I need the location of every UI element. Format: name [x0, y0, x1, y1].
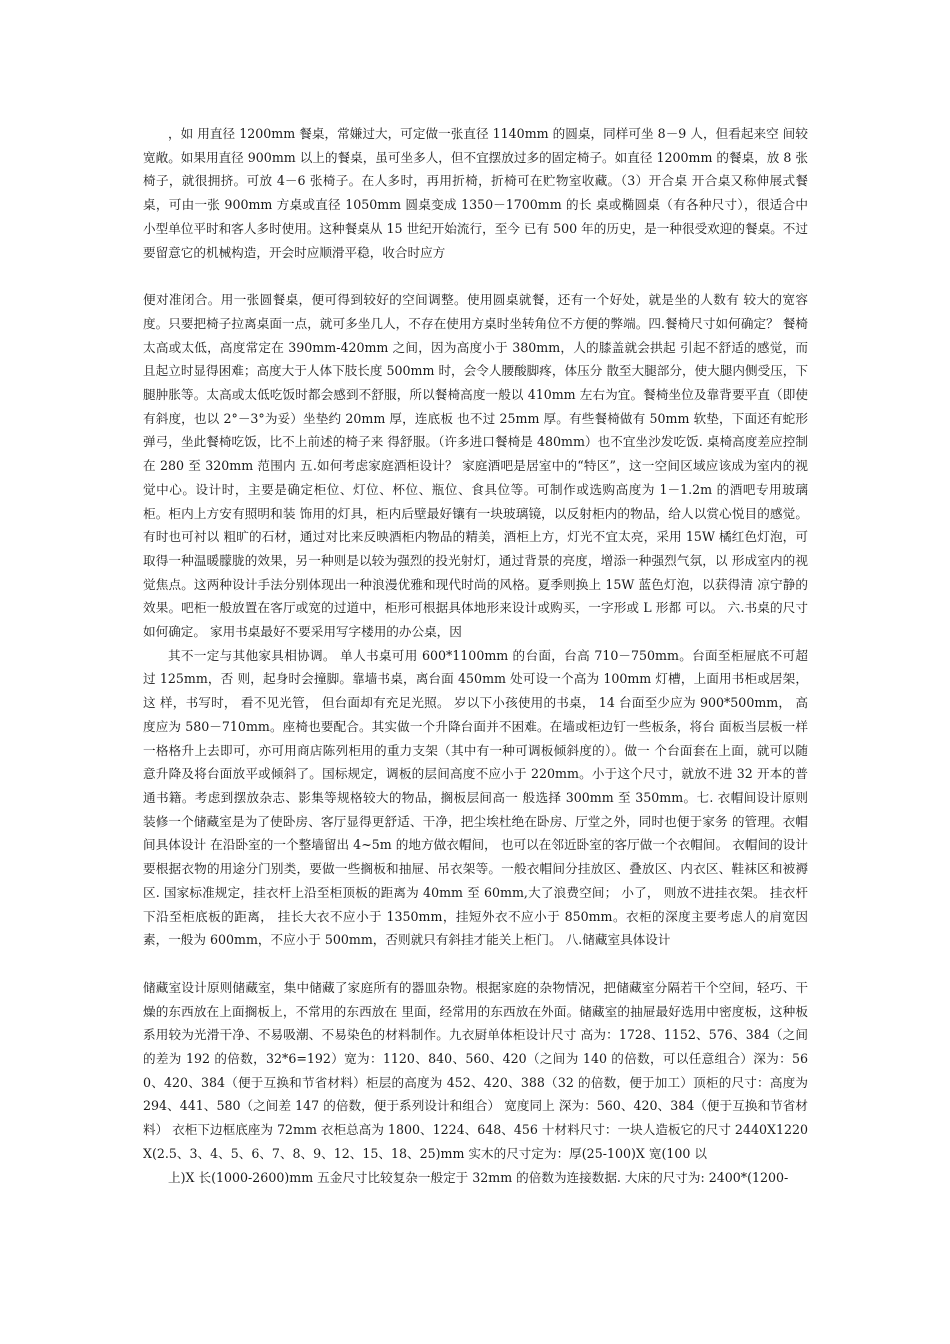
paragraph-dining-chair-and-wine-cabinet: 便对准闭合。用一张圆餐桌，便可得到较好的空间调整。使用圆桌就餐，还有一个好处，就是坐的人数有 较大的宽容度。只要把椅子拉离桌面一点，就可多坐几人，不存在使用方桌时坐转角位不方便的弊端。四.餐椅尺寸如何确定？ 餐椅太高或太低，高度常定在 390mm-420mm 之间，因为高度小于 380mm，人的膝盖就会拱起 引起不舒适的感觉，而且起立时显得困难；高度大于人体下肢长度 500mm 时，会令人腰酸脚疼，体压分 散至大腿部分，使大腿内侧受压，下腿肿胀等。太高或太低吃饭时都会感到不舒服，所以餐椅高度一般以 410mm 左右为宜。餐椅坐位及靠背要平直（即使有斜度，也以 2°－3°为妥）坐垫约 20mm 厚，连底板 也不过 25mm 厚。有些餐椅做有 50mm 软垫，下面还有蛇形弹弓，坐此餐椅吃饭，比不上前述的椅子来 得舒服。（许多进口餐椅是 480mm）也不宜坐沙发吃饭. 桌椅高度差应控制在 280 至 320mm 范围内 五.如何考虑家庭酒柜设计？ 家庭酒吧是居室中的“特区”，这一空间区域应该成为室内的视觉中心。设计时，主要是确定柜位、灯位、杯位、瓶位、食具位等。可制作或选购高度为 1－1.2m 的酒吧专用玻璃柜。柜内上方安有照明和装 饰用的灯具，柜内后壁最好镶有一块玻璃镜，以反射柜内的物品，给人以赏心悦目的感觉。有时也可衬以 粗旷的石材，通过对比来反映酒柜内物品的精美，酒柜上方，灯光不宜太亮，采用 15W 橘红色灯泡，可 取得一种温暖朦胧的效果，另一种则是以较为强烈的投光射灯，通过背景的亮度，增添一种强烈气氛，以 形成室内的视觉焦点。这两种设计手法分别体现出一种浪漫优雅和现代时尚的风格。夏季则换上 15W 蓝色灯泡，以获得清 凉宁静的效果。吧柜一般放置在客厅或宽的过道中，柜形可根据具体地形来设计或购买，一字形或 L 形都 可以。 六.书桌的尺寸如何确定。 家用书桌最好不要采用写字楼用的办公桌，因 [143, 292, 808, 640]
paragraph-hardware-and-bed: 上)X 长(1000-2600)mm 五金尺寸比较复杂一般定于 32mm 的倍数为连接数据. 大床的尺寸为: 2400*(1200- [168, 1169, 789, 1185]
paragraph-spacer [143, 952, 808, 976]
paragraph-storage-room: 储藏室设计原则储藏室，集中储藏了家庭所有的器皿杂物。根据家庭的杂物情况，把储藏室分隔若干个空间，轻巧、干燥的东西放在上面搁板上，不常用的东西放在 里面，经常用的东西放在外面。储藏室的抽屉最好选用中密度板，这种板系用较为光滑干净、不易吸潮、不易染色的材料制作。九衣厨单体柜设计尺寸 高为：1728、1152、576、384（之间的差为 192 的倍数，32*6=192）宽为：1120、840、560、420（之间为 140 的倍数，可以任意组合）深为：560、420、384（便于互换和节省材料）柜层的高度为 452、420、388（32 的倍数，便于加工）顶柜的尺寸：高度为 294、441、580（之间差 147 的倍数，便于系列设计和组合） 宽度同上 深为：560、420、384（便于互换和节省材料） 衣柜下边框底座为 72mm 衣柜总高为 1800、1224、648、456 十材料尺寸：一块人造板它的尺寸 2440X1220X(2.5、3、4、5、6、7、8、9、12、15、18、25)mm 实木的尺寸定为：厚(25-100)X 宽(100 以 [143, 979, 808, 1161]
paragraph-spacer [143, 264, 808, 288]
document-page [143, 122, 808, 1189]
paragraph-dining-table-sizes: ，如 用直径 1200mm 餐桌，常嫌过大，可定做一张直径 1140mm 的圆桌，同样可坐 8－9 人，但看起来空 间较宽敞。如果用直径 900mm 以上的餐桌，虽可坐多人，但不宜摆放过多的固定椅子。如直径 1200mm 的餐桌，放 8 张椅子，就很拥挤。可放 4－6 张椅子。在人多时，再用折椅，折椅可在贮物室收藏。（3）开合桌 开合桌又称伸展式餐桌，可由一张 900mm 方桌或直径 1050mm 圆桌变成 1350－1700mm 的长 桌或椭圆桌（有各种尺寸），很适合中小型单位平时和客人多时使用。这种餐桌从 15 世纪开始流行，至今 已有 500 年的历史，是一种很受欢迎的餐桌。不过要留意它的机械构造，开会时应顺滑平稳，收合时应方 [143, 126, 808, 260]
paragraph-desk-and-cloakroom: 其不一定与其他家具相协调。 单人书桌可用 600*1100mm 的台面，台高 710－750mm。台面至柜屉底不可超过 125mm，否 则，起身时会撞脚。靠墙书桌，离台面 450mm 处可设一个高为 100mm 灯槽，上面用书柜或居架，这 样，书写时， 看不见光管， 但台面却有充足光照。 岁以下小孩使用的书桌， 14 台面至少应为 900*500mm， 高度应为 580－710mm。座椅也要配合。其实做一个升降台面并不困难。在墙或柜边钉一些板条，将台 面板当层板一样一格格升上去即可，亦可用商店陈列柜用的重力支架（其中有一种可调板倾斜度的）。做一 个台面套在上面，就可以随意升降及将台面放平或倾斜了。国标规定，调板的层间高度不应小于 220mm。小于这个尺寸，就放不进 32 开本的普通书籍。考虑到摆放杂志、影集等规格较大的物品，搁板层间高一 般选择 300mm 至 350mm。七. 衣帽间设计原则 装修一个储藏室是为了使卧房、客厅显得更舒适、干净，把尘埃杜绝在卧房、厅堂之外，同时也便于家务 的管理。衣帽间具体设计 在沿卧室的一个整墙留出 4~5m 的地方做衣帽间， 也可以在邻近卧室的客厅做一个衣帽间。 衣帽间的设计 要根据衣物的用途分门别类，要做一些搁板和抽屉、吊衣架等。一般衣帽间分挂放区、叠放区、内衣区、鞋袜区和被褥区. 国家标准规定，挂衣杆上沿至柜顶板的距离为 40mm 至 60mm,大了浪费空间； 小了， 则放不进挂衣架。 挂衣杆下沿至柜底板的距离， 挂长大衣不应小于 1350mm，挂短外衣不应小于 850mm。衣柜的深度主要考虑人的肩宽因素，一般为 600mm，不应小于 500mm，否则就只有斜挂才能关上柜门。 八.储藏室具体设计 [143, 647, 808, 948]
